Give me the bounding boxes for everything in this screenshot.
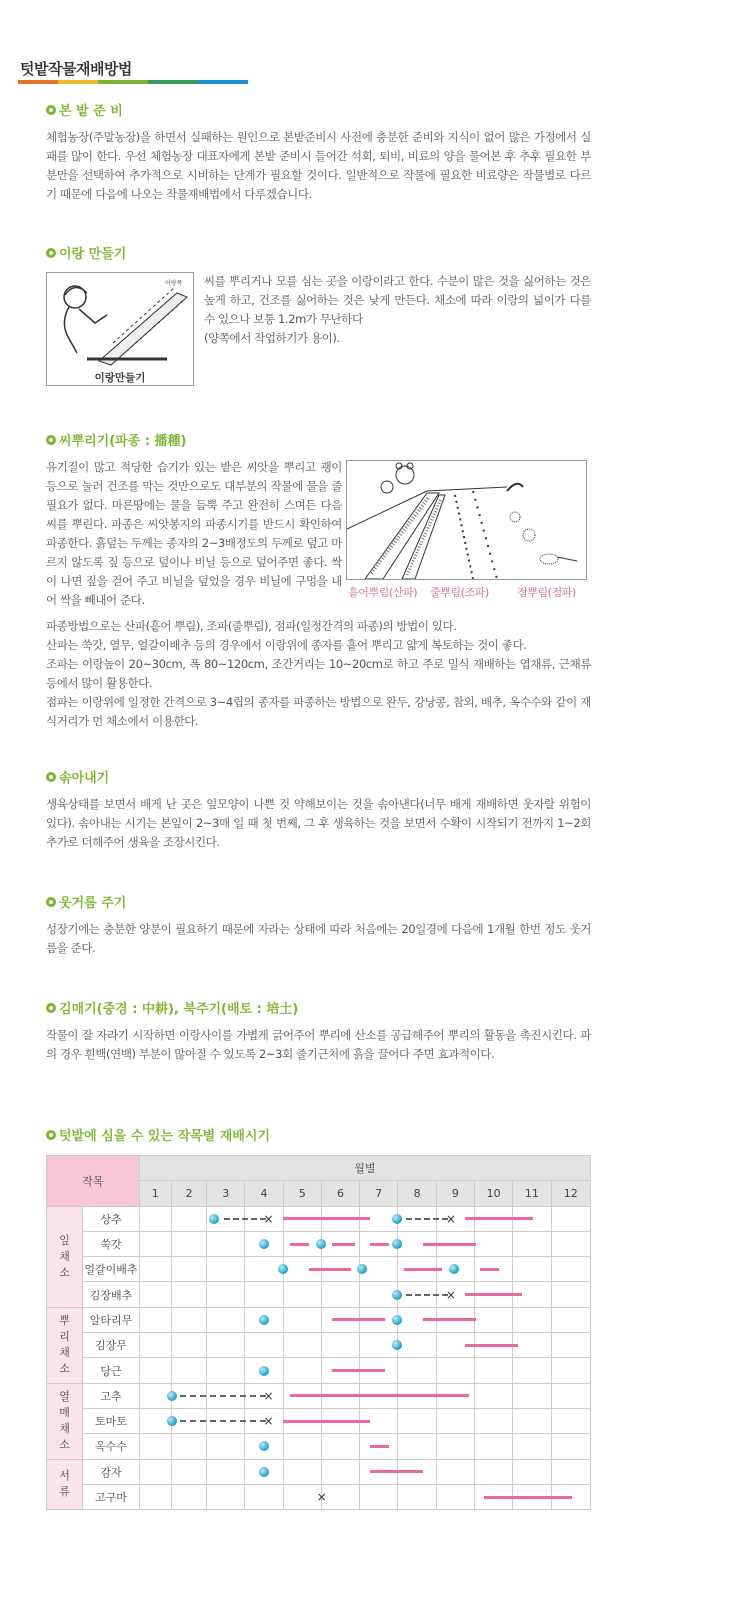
- schedule-cell: [436, 1333, 474, 1358]
- schedule-cell: [207, 1383, 245, 1408]
- section-title: 텃밭에 심을 수 있는 작목별 재배시기: [59, 1129, 270, 1144]
- schedule-cell: [360, 1257, 398, 1282]
- caption-row: 줄뿌림(조파): [430, 586, 489, 599]
- schedule-cell: [474, 1459, 512, 1484]
- schedule-cell: [513, 1282, 551, 1307]
- schedule-cell: [139, 1231, 171, 1256]
- ridge-text: 씨를 뿌리거나 모를 심는 곳을 이랑이라고 한다. 수분이 많은 것을 싫어하는 것은 높게 하고, 건조를 싫어하는 것은 낮게 만든다. 채소에 따라 이랑의 넓이가 다를 수 있으나 보통 1.2m가 무난하다: [204, 274, 591, 326]
- schedule-cell: [513, 1459, 551, 1484]
- schedule-cell: [139, 1257, 171, 1282]
- section-title: 솎아내기: [59, 771, 110, 786]
- month-header-10: 10: [474, 1181, 512, 1206]
- header-crop: 작목: [47, 1156, 140, 1207]
- schedule-cell: [171, 1459, 206, 1484]
- schedule-cell: [321, 1257, 359, 1282]
- crop-name: 감자: [83, 1459, 139, 1484]
- schedule-cell: [283, 1408, 321, 1433]
- schedule-cell: [171, 1434, 206, 1459]
- schedule-cell: [398, 1383, 436, 1408]
- schedule-cell: [139, 1206, 456, 1231]
- crop-name: 김장배추: [83, 1282, 139, 1307]
- schedule-cell: [171, 1383, 206, 1408]
- sowing-p1: 파종방법으로는 산파(흩어 뿌림), 조파(줄뿌림), 점파(일정간격의 파종)의 방법이 있다.: [46, 619, 457, 633]
- circle-bullet-icon: [46, 105, 56, 115]
- transplant-x-icon: ×: [445, 1287, 456, 1302]
- schedule-cell: [436, 1484, 474, 1509]
- table-row: [47, 1282, 591, 1307]
- schedule-cell: [513, 1257, 551, 1282]
- section-title: 씨뿌리기(파종 : 播種): [59, 434, 187, 449]
- schedule-cell: [551, 1408, 591, 1433]
- schedule-cell: [283, 1358, 321, 1383]
- ridge-drawing: [47, 273, 193, 368]
- schedule-cell: [283, 1307, 321, 1332]
- schedule-cell: [513, 1206, 551, 1231]
- schedule-cell: [551, 1434, 591, 1459]
- schedule-cell: [398, 1484, 436, 1509]
- crop-name: 토마토: [83, 1408, 139, 1433]
- section-title: 이랑 만들기: [59, 247, 127, 262]
- schedule-cell: [513, 1434, 551, 1459]
- schedule-cell: [398, 1231, 436, 1256]
- schedule-cell: [245, 1484, 283, 1509]
- section-heading-prep: [46, 100, 123, 119]
- transplant-x-icon: ×: [263, 1414, 274, 1429]
- schedule-cell: [207, 1231, 245, 1256]
- schedule-cell: [551, 1257, 591, 1282]
- table-row: [47, 1383, 591, 1408]
- schedule-cell: [139, 1484, 327, 1509]
- schedule-cell: [513, 1358, 551, 1383]
- title-bar-segment: [148, 80, 198, 84]
- transplant-x-icon: ×: [316, 1490, 327, 1504]
- schedule-cell: [321, 1282, 359, 1307]
- schedule-cell: [139, 1434, 171, 1459]
- schedule-cell: [360, 1459, 398, 1484]
- schedule-cell: [513, 1333, 551, 1358]
- transplant-x-icon: ×: [445, 1211, 456, 1226]
- table-row: [47, 1206, 591, 1231]
- schedule-cell: [474, 1282, 512, 1307]
- section-title: 웃거름 주기: [59, 896, 127, 911]
- schedule-cell: [139, 1333, 171, 1358]
- schedule-cell: [283, 1257, 321, 1282]
- schedule-cell: [245, 1434, 283, 1459]
- schedule-cell: [474, 1358, 512, 1383]
- month-header-7: 7: [360, 1181, 398, 1206]
- crop-name: 당근: [83, 1358, 139, 1383]
- schedule-cell: [551, 1484, 591, 1509]
- transplant-x-icon: ×: [263, 1388, 274, 1403]
- sowing-illustration: [346, 460, 587, 580]
- schedule-cell: [321, 1484, 359, 1509]
- schedule-cell: [171, 1257, 206, 1282]
- schedule-cell: [207, 1206, 245, 1231]
- table-row: [47, 1408, 591, 1433]
- schedule-cell: [139, 1358, 171, 1383]
- schedule-cell: [360, 1282, 398, 1307]
- schedule-cell: [398, 1307, 436, 1332]
- cultivation-schedule-table: [46, 1155, 591, 1510]
- schedule-cell: [398, 1282, 436, 1307]
- schedule-cell: [245, 1231, 283, 1256]
- sowing-p3: 조파는 이랑높이 20~30cm, 폭 80~120cm, 조간거리는 10~20cm로 하고 주로 밀식 재배하는 엽채류, 근채류 등에서 많이 활용한다.: [46, 657, 591, 690]
- schedule-cell: [360, 1231, 398, 1256]
- schedule-cell: [321, 1333, 359, 1358]
- title-color-bar: [18, 80, 248, 84]
- schedule-cell: [245, 1408, 283, 1433]
- schedule-cell: [321, 1231, 359, 1256]
- circle-bullet-icon: [46, 772, 56, 782]
- schedule-cell: [321, 1358, 359, 1383]
- sowing-p2: 산파는 쑥갓, 열무, 얼갈이배추 등의 경우에서 이랑위에 종자를 흩어 뿌리고 얇게 복토하는 것이 좋다.: [46, 638, 527, 652]
- circle-bullet-icon: [46, 248, 56, 258]
- schedule-cell: [171, 1358, 206, 1383]
- crop-name: 알타리무: [83, 1307, 139, 1332]
- schedule-cell: [207, 1333, 245, 1358]
- schedule-cell: [321, 1307, 359, 1332]
- schedule-cell: [283, 1282, 321, 1307]
- section-heading-ridge: [46, 243, 126, 262]
- schedule-cell: [551, 1282, 591, 1307]
- schedule-cell: [139, 1459, 171, 1484]
- circle-bullet-icon: [46, 1130, 56, 1140]
- month-header-12: 12: [551, 1181, 591, 1206]
- schedule-cell: [474, 1333, 512, 1358]
- schedule-cell: [321, 1383, 359, 1408]
- section-text-prep: 체험농장(주말농장)을 하면서 실패하는 원인으로 본밭준비시 사전에 충분한 준비와 지식이 없어 많은 가정에서 실패를 많이 한다. 우선 체험농장 대표자에게 본밭 준비시 들어간 석회, 퇴비, 비료의 양을 물어본 후 추후 필요한 부분만을 선택하여 추가적으로 시비하는 단계가 필요할 것이다. 일반적으로 작물에 필요한 비료량은 작물별로 다르기 때문에 다음에 나오는 작물재배법에서 다루겠습니다.: [46, 130, 591, 201]
- table-row: [47, 1358, 591, 1383]
- schedule-cell: [398, 1333, 436, 1358]
- schedule-cell: [436, 1408, 474, 1433]
- schedule-cell: [474, 1231, 512, 1256]
- schedule-cell: [283, 1383, 321, 1408]
- table-row: [47, 1257, 591, 1282]
- section-heading-topdress: [46, 892, 126, 911]
- caption-scatter: 흩어뿌림(산파): [348, 586, 418, 599]
- crop-name: 김장무: [83, 1333, 139, 1358]
- schedule-cell: [283, 1434, 321, 1459]
- schedule-cell: [171, 1333, 206, 1358]
- month-header-1: 1: [139, 1181, 171, 1206]
- schedule-cell: [551, 1307, 591, 1332]
- schedule-cell: [207, 1408, 245, 1433]
- schedule-cell: [207, 1307, 245, 1332]
- schedule-cell: [139, 1307, 171, 1332]
- table-row: [47, 1459, 591, 1484]
- crop-category: 잎 채 소: [47, 1206, 83, 1307]
- schedule-cell: [207, 1282, 245, 1307]
- schedule-cell: [139, 1282, 456, 1307]
- schedule-cell: [360, 1434, 398, 1459]
- schedule-cell: [207, 1358, 245, 1383]
- schedule-cell: [398, 1434, 436, 1459]
- crop-name: 고구마: [83, 1484, 139, 1509]
- schedule-cell: [283, 1459, 321, 1484]
- month-header-4: 4: [245, 1181, 283, 1206]
- schedule-cell: [245, 1358, 283, 1383]
- schedule-cell: [321, 1434, 359, 1459]
- crop-category: 서 류: [47, 1459, 83, 1510]
- sowing-drawing: [347, 461, 586, 579]
- section-text-ridge: [204, 272, 591, 348]
- section-heading-weeding: [46, 998, 298, 1017]
- schedule-cell: [551, 1383, 591, 1408]
- section-title: 김매기(중경 : 中耕), 북주기(배토 : 培土): [59, 1002, 299, 1017]
- section-text-topdress: 성장기에는 충분한 양분이 필요하기 때문에 자라는 상태에 따라 처음에는 20일경에 다음에 1개월 한번 정도 웃거름을 준다.: [46, 922, 591, 955]
- circle-bullet-icon: [46, 1003, 56, 1013]
- header-month: 월별: [139, 1156, 590, 1181]
- schedule-cell: [321, 1408, 359, 1433]
- schedule-cell: [398, 1206, 436, 1231]
- table-row: [47, 1333, 591, 1358]
- schedule-cell: [398, 1257, 436, 1282]
- schedule-cell: [321, 1459, 359, 1484]
- schedule-cell: [398, 1459, 436, 1484]
- schedule-cell: [360, 1206, 398, 1231]
- schedule-cell: [171, 1231, 206, 1256]
- schedule-cell: [360, 1358, 398, 1383]
- schedule-cell: [283, 1484, 321, 1509]
- section-text-sowing: [46, 617, 591, 731]
- month-header-5: 5: [283, 1181, 321, 1206]
- schedule-cell: [474, 1257, 512, 1282]
- schedule-cell: [139, 1383, 274, 1408]
- schedule-cell: [436, 1358, 474, 1383]
- month-header-8: 8: [398, 1181, 436, 1206]
- section-title: 본 밭 준 비: [59, 104, 123, 119]
- schedule-cell: [474, 1206, 512, 1231]
- schedule-cell: [551, 1206, 591, 1231]
- title-bar-segment: [18, 80, 58, 84]
- schedule-cell: [360, 1408, 398, 1433]
- schedule-cell: [207, 1484, 245, 1509]
- schedule-cell: [513, 1383, 551, 1408]
- table-row: [47, 1307, 591, 1332]
- schedule-cell: [436, 1383, 474, 1408]
- crop-name: 고추: [83, 1383, 139, 1408]
- section-heading-sowing: [46, 430, 186, 449]
- schedule-cell: [474, 1408, 512, 1433]
- schedule-cell: [245, 1206, 283, 1231]
- schedule-cell: [245, 1307, 283, 1332]
- page-title: 텃밭작물재배방법: [20, 60, 132, 78]
- crop-name: 쑥갓: [83, 1231, 139, 1256]
- schedule-cell: [283, 1206, 321, 1231]
- caption-point: 점뿌림(점파): [517, 586, 576, 599]
- month-header-3: 3: [207, 1181, 245, 1206]
- title-bar-segment: [58, 80, 98, 84]
- schedule-cell: [513, 1484, 551, 1509]
- transplant-x-icon: ×: [263, 1211, 274, 1226]
- schedule-cell: [513, 1231, 551, 1256]
- schedule-cell: [436, 1307, 474, 1332]
- schedule-cell: [171, 1206, 206, 1231]
- svg-text:이랑폭: 이랑폭: [165, 280, 183, 287]
- schedule-cell: [551, 1333, 591, 1358]
- circle-bullet-icon: [46, 897, 56, 907]
- schedule-cell: [139, 1408, 274, 1433]
- schedule-cell: [245, 1459, 283, 1484]
- circle-bullet-icon: [46, 435, 56, 445]
- schedule-cell: [436, 1282, 474, 1307]
- schedule-cell: [283, 1231, 321, 1256]
- table-row: [47, 1434, 591, 1459]
- section-text-weeding: 작물이 잘 자라기 시작하면 이랑사이를 가볍게 긁어주어 뿌리에 산소를 공급해주어 뿌리의 활동을 촉진시킨다. 파의 경우 흰백(연백) 부분이 많아질 수 있도록 2~3회 줄기근처에 흙을 끌어다 주면 효과적이다.: [46, 1028, 591, 1061]
- title-bar-segment: [198, 80, 248, 84]
- crop-category: 열 매 채 소: [47, 1383, 83, 1459]
- month-header-6: 6: [321, 1181, 359, 1206]
- crop-category: 뿌 리 채 소: [47, 1307, 83, 1383]
- section-text-thinning: 생육상태를 보면서 배게 난 곳은 잎모양이 나쁜 것 약해보이는 것을 솎아낸다(너무 배게 재배하면 웃자랄 위험이 있다). 솎아내는 시기는 본잎이 2~3매 일 때 첫 번째, 그 후 생육하는 것을 보면서 수확이 시작되기 전까지 1~2회 추가로 더해주어 생육을 조장시킨다.: [46, 797, 591, 849]
- schedule-cell: [360, 1307, 398, 1332]
- section-heading-schedule: [46, 1125, 270, 1144]
- schedule-cell: [245, 1333, 283, 1358]
- schedule-cell: [474, 1307, 512, 1332]
- schedule-cell: [207, 1459, 245, 1484]
- crop-name: 상추: [83, 1206, 139, 1231]
- ridge-caption: 이랑만들기: [94, 372, 146, 384]
- schedule-cell: [171, 1282, 206, 1307]
- schedule-cell: [474, 1484, 512, 1509]
- schedule-cell: [171, 1307, 206, 1332]
- table-row: [47, 1484, 591, 1509]
- sowing-p4: 점파는 이랑위에 일정한 간격으로 3~4립의 종자를 파종하는 방법으로 완두, 강낭콩, 참외, 배추, 옥수수와 같이 재식거리가 먼 채소에서 이용한다.: [46, 695, 591, 728]
- schedule-cell: [360, 1484, 398, 1509]
- schedule-cell: [551, 1459, 591, 1484]
- schedule-cell: [207, 1434, 245, 1459]
- schedule-cell: [245, 1383, 283, 1408]
- schedule-cell: [171, 1408, 206, 1433]
- schedule-cell: [360, 1383, 398, 1408]
- schedule-cell: [436, 1231, 474, 1256]
- schedule-cell: [245, 1282, 283, 1307]
- section-heading-thinning: [46, 767, 109, 786]
- month-header-9: 9: [436, 1181, 474, 1206]
- schedule-cell: [551, 1231, 591, 1256]
- schedule-cell: [436, 1206, 474, 1231]
- schedule-cell: [171, 1484, 206, 1509]
- schedule-cell: [436, 1459, 474, 1484]
- section-text-sowing-wrap: 유기질이 많고 적당한 습기가 있는 밭은 씨앗을 뿌리고 괭이 등으로 눌러 건조를 막는 것만으로도 대부분의 작물에 물을 줄 필요가 없다. 마른땅에는 물을 듬뿍 주고 완전히 스며든 다음 씨를 뿌린다. 파종은 씨앗봉지의 파종시기를 반드시 확인하여 파종한다. 흙덮는 두께는 종자의 2~3배정도의 두께로 덮고 마르지 않도록 짚 등으로 덮이나 비닐 등으로 덮어주면 좋다. 싹이 나면 짚을 걷어 주고 비닐을 덮었을 경우 비닐에 구멍을 내어 싹을 빼내어 준다.: [46, 460, 342, 607]
- crop-name: 옥수수: [83, 1434, 139, 1459]
- table-row: [47, 1231, 591, 1256]
- month-header-2: 2: [171, 1181, 206, 1206]
- ridge-text-2: (양쪽에서 작업하기가 용이).: [204, 331, 340, 345]
- month-header-11: 11: [513, 1181, 551, 1206]
- schedule-cell: [360, 1333, 398, 1358]
- schedule-cell: [474, 1383, 512, 1408]
- schedule-cell: [245, 1257, 283, 1282]
- schedule-cell: [513, 1307, 551, 1332]
- schedule-cell: [513, 1408, 551, 1433]
- schedule-cell: [321, 1206, 359, 1231]
- schedule-cell: [398, 1358, 436, 1383]
- schedule-cell: [398, 1408, 436, 1433]
- schedule-cell: [551, 1358, 591, 1383]
- schedule-cell: [207, 1257, 245, 1282]
- ridge-illustration: [46, 272, 194, 386]
- schedule-cell: [283, 1333, 321, 1358]
- schedule-cell: [436, 1257, 474, 1282]
- title-bar-segment: [98, 80, 148, 84]
- crop-name: 얼갈이배추: [83, 1257, 139, 1282]
- schedule-cell: [436, 1434, 474, 1459]
- schedule-cell: [474, 1434, 512, 1459]
